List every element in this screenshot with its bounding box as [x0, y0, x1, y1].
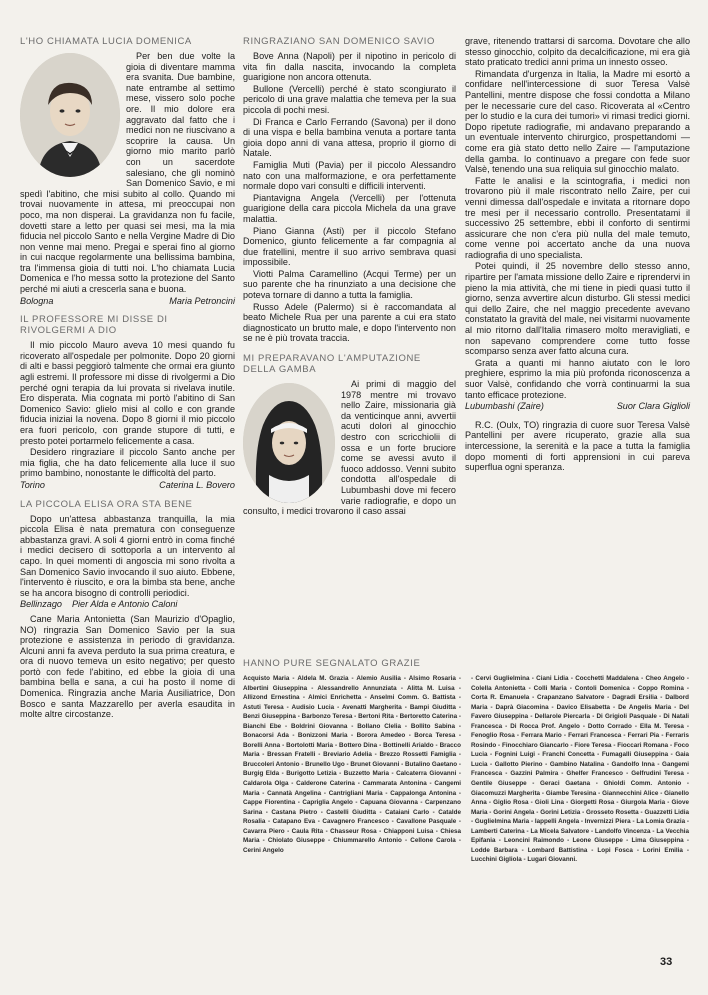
section-title: IL PROFESSORE MI DISSE DI RIVOLGERMI A DIO [20, 314, 168, 337]
paragraph: Cane Maria Antonietta (San Maurizio d'Opaglio, NO) ringrazia San Domenico Savio per la sua protezione e assistenza in periodo di gravidanza. Alcuni anni fa aveva perduto la sua prima creatura, e ora di nuovo temeva un esito negativo; per questo portò con fede l'abitino, ed ebbe la gioia di una bambina bella e sana, a cui ha posto il nome di Domenica. Ringrazia anche Maria Ausiliatrice, Don Bosco e santa Mazzarello per averla esaudita in molte altre circostanze. [20, 613, 235, 720]
section-title: HANNO PURE SEGNALATO GRAZIE [243, 658, 421, 669]
paragraph: Dopo un'attesa abbastanza tranquilla, la mia piccola Elisa è nata prematura con conseguenze abbastanza gravi. A soli 4 giorni entrò in coma finché i medici decisero di sottoporla a un intervento al capo. In quei momenti di angoscia mi sono rivolta a San Domenico Savio invocando il suo aiuto. Ebbene, l'intervento è riuscito, e ora la bimba sta bene, anche se ha ancora bisogno di controlli periodici. [20, 513, 235, 598]
portrait-suor-teresa-valse-image [243, 383, 335, 503]
section-title: MI PREPARAVANO L'AMPUTAZIONE DELLA GAMBA [243, 353, 421, 376]
paragraph: Ai primi di maggio del 1978 mentre mi trovavo nello Zaire, missionaria già da venticinque anni, avvertii acuti dolori al ginocchio destro con scricchiolii di ossa e un forte bruciore come se avessi avuto il fuoco addosso. Venni subito condotta all'ospedale di Lubumbashi dove mi fecero varie radiografie, e dopo un consulto, i medici trovarono il caso assai [243, 379, 456, 517]
signature [465, 401, 690, 412]
signature-name: Maria Petroncini [169, 295, 235, 306]
signature-name: Pier Alda e Antonio Caloni [71, 599, 178, 610]
signature-place: Bologna [20, 295, 54, 306]
grazia-item: Bove Anna (Napoli) per il nipotino in pericolo di vita fin dalla nascita, invocando la completa guarigione non ancora ottenuta. [243, 51, 456, 83]
page-number: 33 [660, 956, 673, 968]
names-list-left: Acquisto Maria - Aldela M. Grazia - Alemio Ausilia - Alsimo Rosaria - Albertini Giuseppina - Alessandrello Annunziata - Alitta M. Luisa - Allizond Ernestina - Almici Enrichetta - Anselmi Comm. G. Battista - Astuti Teresa - Audisio Lucia - Avenatti Margherita - Bampi Giuditta - Benzi Giuseppina - Barbonzo Teresa - Bertoni Rita - Bertoretto Caterina - Bianchi Ebe - Boldrini Giovanna - Bollano Clelia - Bollito Sabina - Bonacorsi Ada - Bonizzoni Maria - Borora Amedeo - Borca Teresa - Borelli Anna - Bortolotti Maria - Bottero Dina - Bottinelli Arialdo - Bracco Maria - Bressan Fratelli - Breviario Adelia - Brezzo Rossetti Famiglia - Bruccoleri Antonio - Brunello Ugo - Brunet Giovanni - Butalino Gaetano - Burgig Elda - Burigotto Letizia - Buzzetto Maria - Calcaterra Giovanni - Caldarola Olga - Calderone Caterina - Cammarata Antonina - Cangemi Maria - Cannatà Angelina - Cantrigliani Maria - Cappalonga Antonina - Cappe Fiorentina - Capriglia Angelo - Capuana Giovanna - Carpenzano Sarina - Castana Pietro - Castelli Giuditta - Cataiani Carlo - Catalde Rosalia - Catapano Eva - Cavagnero Francesco - Cavallone Pasquale - Cavarra Piero - Caula Rita - Chasseur Rosa - Chiapponi Luisa - Chiesa Maria - Chiolato Giuseppe - Chiummarello Antonio - Cellone Carola - Cerini Angelo [243, 675, 461, 854]
section-title: RINGRAZIANO SAN DOMENICO SAVIO [243, 36, 436, 47]
signature-place: Bellinzago [20, 599, 62, 610]
grazia-item: Viotti Palma Caramellino (Acqui Terme) per un suo parente che ha rinunziato a una decisione che poteva tornare di danno a tutta la famiglia. [243, 268, 456, 301]
grazia-item: Piano Gianna (Asti) per il piccolo Stefano Domenico, giunto felicemente a far compagnia al due fratellini, mentre il suo arrivo sembrava quasi impossibile. [243, 225, 456, 268]
paragraph: Grata a quanti mi hanno aiutato con le loro preghiere, esprimo la mia più profonda riconoscenza a suor Valsè, confidando che vorrà continuarmi la sua tanto efficace protezione. [465, 357, 690, 400]
paragraph: Potei quindi, il 25 novembre dello stesso anno, ripartire per l'amata missione dello Zaire e riprendervi in pieno la mia attività, che mi tiene in piedi quasi tutto il giorno, senza avvertire alcun disturbo. Gli stessi medici qui dello Zaire, che nel maggio precedente avevano constatato la gravità del male, nei visitarmi nuovamente al mio ritorno dall'Italia rimasero molto meravigliati, e non sapevano comprendere come tutto fosse scomparso senza aver fatto alcuna cura. [465, 261, 690, 357]
column-right [465, 36, 690, 474]
signature-place: Torino [20, 479, 45, 490]
section-title: LA PICCOLA ELISA ORA STA BENE [20, 498, 193, 510]
grazia-item: Di Franca e Carlo Ferrando (Savona) per il dono di una vispa e bella bambina venuta a portare tanta gioia dopo anni di vana attesa, proprio il giorno di Natale. [243, 116, 456, 159]
grazia-item: Famiglia Muti (Pavia) per il piccolo Alessandro nato con una malformazione, e ora perfettamente normale dopo vari consulti e difficili interventi. [243, 159, 456, 192]
signature [20, 480, 235, 491]
paragraph: R.C. (Oulx, TO) ringrazia di cuore suor Teresa Valsè Pantellini per avere ricuperato, grazie alla sua intercessione, la serenità e la pace a tutta la famiglia dopo momenti di forti apprensioni in cui pareva superflua ogni speranza. [465, 419, 690, 473]
signature-name: Caterina L. Bovero [159, 479, 235, 490]
signature [20, 296, 235, 307]
grazie-segnalate-section [243, 658, 690, 865]
column-middle [243, 36, 456, 518]
paragraph: Rimandata d'urgenza in Italia, la Madre mi esortò a confidare nell'intercessione di suor Teresa Valsè Pantellini, mentre dispose che fossi condotta a Milano per le necessarie cure del caso. Ricoverata al «Centro per lo studio e la cura dei tumori» vi rimasi tredici giorni. Dopo ripetute radiografie, mi andavano preparando a un eventuale intervento chirurgico, prospettandomi — come era già stato detto nello Zaire — l'amputazione della gamba. Io continuavo a pregare con fede suor Valsè, tenendo una sua reliquia sul ginocchio malato. [465, 68, 690, 175]
portrait-domenico-savio-image [20, 53, 120, 177]
section-title: L'HO CHIAMATA LUCIA DOMENICA [20, 36, 192, 47]
grazia-item: Russo Adele (Palermo) si è raccomandata al beato Michele Rua per una parente a cui era stato diagnosticato un brutto male, e dopo l'intervento non se ne è più trovata traccia. [243, 301, 456, 344]
signature [20, 599, 235, 610]
paragraph: Per ben due volte la gioia di diventare mamma era svanita. Due bambine, nate entrambe al settimo mese, vissero solo poche ore. Il mio dolore era aggravato dal fatto che i medici non ne riuscivano a scoprire la causa. Un giorno mio marito parlò con un sacerdote salesiano, che gli nominò San Domenico Savio, e mi spedì l'abitino, che misi subito al collo. Quando mi trovai nuovamente in attesa, mi preoccupai non poco, ma non disperai. La gravidanza non fu facile, dovetti stare a letto per quasi sei mesi, ma la mia fiducia nel piccolo Santo e nella Vergine Madre di Dio non venne mai meno. Pregai e sperai fino al giorno in cui nacque regolarmente una bellissima bambina, tra l'immensa gioia di tutti noi. L'ho chiamata Lucia Domenica e l'ho messa sotto la protezione del Santo perché mi aiuti a crescerla sana e buona. [20, 51, 235, 295]
paragraph: Fatte le analisi e la scintografia, i medici non trovarono più il male riscontrato nello Zaire, per cui venni dimessa dall'ospedale e invitata a ritornare dopo tre mesi per il necessario controllo. Presentatami il successivo 25 settembre, ebbi il conforto di sentirmi assicurare che non c'era più nulla del male temuto, come venne poi accertato anche da una nuova radiografia di uno specialista. [465, 175, 690, 260]
paragraph: grave, ritenendo trattarsi di sarcoma. Dovotare che allo stesso ginocchio, colpito da decalcificazione, mi era già stato praticato tredici anni prima un innesto osseo. [465, 36, 690, 68]
signature-name: Suor Clara Giglioli [616, 401, 690, 412]
signature-place: Lubumbashi (Zaire) [465, 401, 544, 412]
paragraph: Il mio piccolo Mauro aveva 10 mesi quando fu ricoverato all'ospedale per polmonite. Dopo 20 giorni di alti e bassi peggiorò talmente che ormai era giunto agli estremi. Il professore mi disse di rivolgermi a Dio perché ogni terapia da lui provata si rivelava inutile. Ero disperata. Mia cognata mi portò l'abitino di San Domenico Savio: glielo misi al collo e con grande fiducia iniziai la novena. Dopo 8 giorni il mio piccolo era fuori pericolo, con grande stupore di tutti, e presto potei portarmelo felicemente a casa. [20, 340, 235, 446]
paragraph: Desidero ringraziare il piccolo Santo anche per mia figlia, che ha dato felicemente alla luce il suo primo bambino, nonostante le difficoltà del parto. [20, 447, 235, 479]
grazia-item: Piantavigna Angela (Vercelli) per l'ottenuta guarigione della cara piccola Michela da una grave malattia. [243, 192, 456, 224]
grazia-item: Bullone (Vercelli) perché è stato scongiurato il pericolo di una grave malattia che temeva per la sua piccola di pochi mesi. [243, 83, 456, 115]
column-left [20, 36, 235, 721]
names-list-right: - Cervi Guglielmina - Ciani Lidia - Cocchetti Maddalena - Cheo Angelo - Colella Antonietta - Colli Maria - Contoli Domenica - Coppo Romina - Corta R. Emanuela - Crapanzano Salvatore - Dagradi Ersilia - Dalbord Maria - Daprà Giacomina - Davico Elisabetta - De Angelis Maria - Del Favero Giuseppina - Dellarole Piercarla - Di Grigioli Pasquale - Di Natali Francesca - Di Rocca Prof. Angelo - Dotto Corrado - Ella M. Teresa - Fenoglio Rosa - Ferrara Mario - Ferrari Francesca - Ferrari Pia - Ferraris Rosindo - Finocchiaro Giancarlo - Fiore Teresa - Fioccari Romana - Foco Lucia - Fognini Luigi - Franchi Concetta - Fumagalli Giuseppina - Gaia Lucia - Gallotto Pierino - Gambino Natalina - Gandolfo Inna - Gangemi Francesca - Gazzini Palmira - Ghelfer Francesco - Gelfrudini Teresa - Gentile Giuseppe - Geraci Gaetana - Ghioldi Comm. Antonio - Giacomuzzi Margherita - Giambe Teresina - Giannecchini Alice - Gianello Anna - Giglio Rosa - Gioli Lina - Giorgetti Rosa - Giurgola Maria - Giove Maria - Gorini Angela - Gorini Letizia - Grosseto Rosetta - Guazzetti Lidia - Guglielmina Maria - Iappelli Angela - Invernizzi Piera - La Lomia Grazia - Lamberti Caterina - La Micela Salvatore - Landolfo Vincenza - La Vecchia Epifania - Leoncini Raimondo - Leone Giuseppe - Lima Giuseppina - Lodde Barbara - Lombard Battistina - Lopi Fosca - Lorini Emilia - Lucchini Gigliola - Lugari Giovanni. [471, 675, 689, 864]
